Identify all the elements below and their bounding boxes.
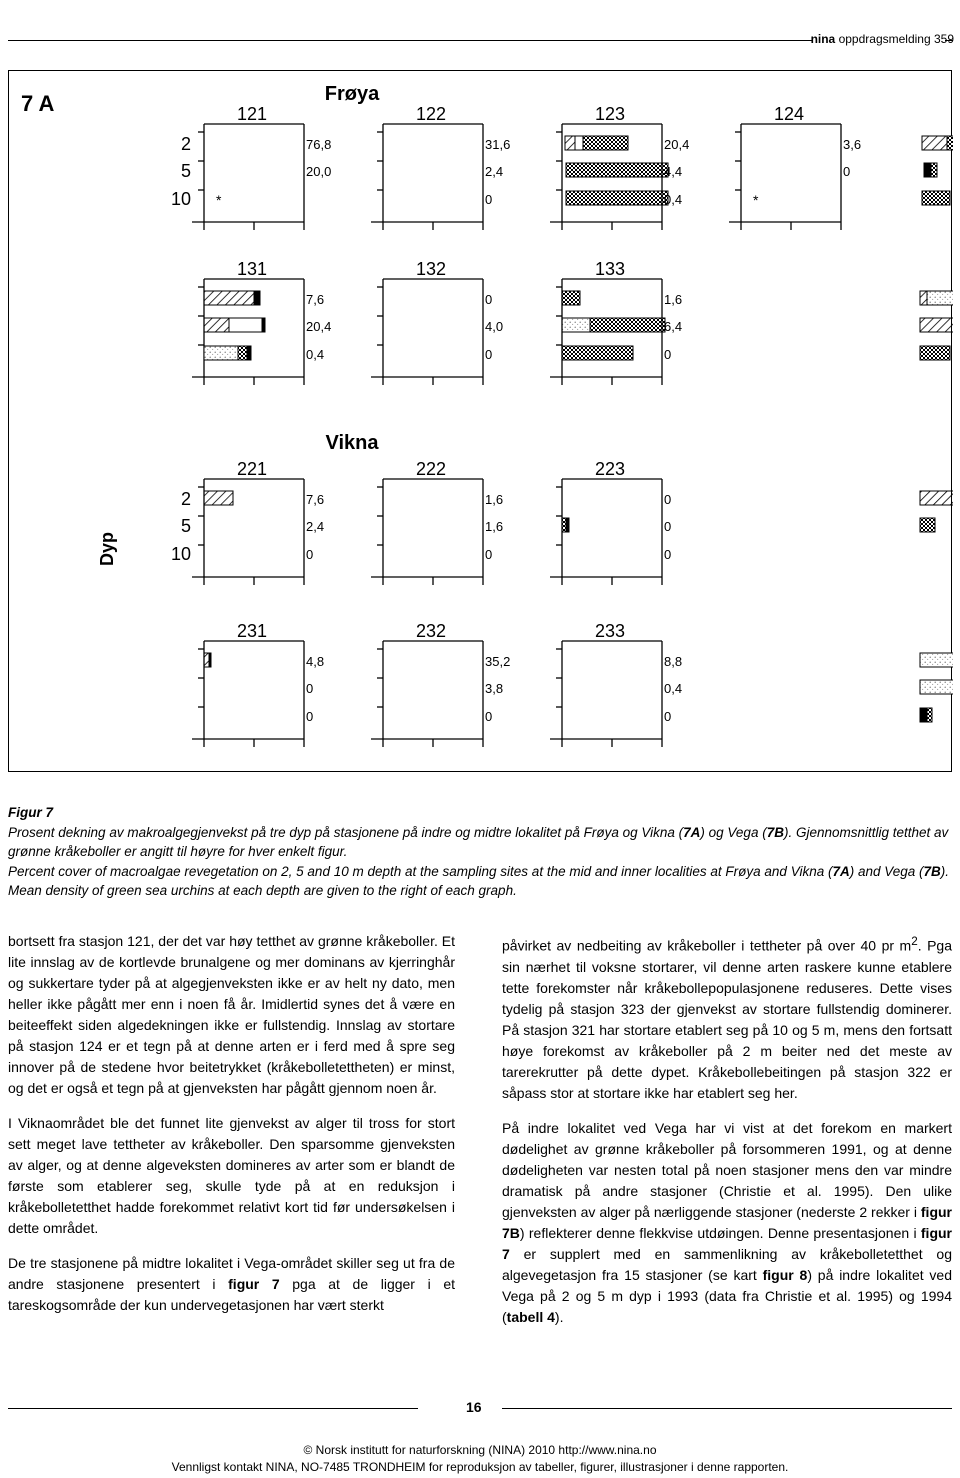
cover-bar bbox=[583, 136, 628, 150]
paragraph: bortsett fra stasjon 121, der det var høy tetthet av grønne kråkeboller. Et lite innslag av de kortlevde brunalgene og mer dominans av kjerringhår og sukkertare tyder på at algegjenveksten ikke er av helt ny dato, men heller ikke pågått mer enn i noen få år. Imidlertid synes det å være en beiteeffekt siden algedekningen ikke er fullstendig. Innslag av stortare på stasjon 124 er et tegn på at denne arten er i ferd med å spre seg innover på de stedene hvor beitetrykket (kråkebolletettheten) er minst, og det er også et tegn på at gjenveksten har pågått gjennom noen år. bbox=[8, 933, 455, 1096]
figure-caption bbox=[8, 803, 952, 901]
cover-bar bbox=[920, 318, 953, 332]
body-column-left bbox=[8, 931, 455, 1330]
no-data-asterisk: * bbox=[216, 192, 222, 208]
station-label: 133 bbox=[594, 259, 626, 279]
depth-label: 2 bbox=[180, 489, 191, 509]
cover-bar bbox=[920, 346, 950, 360]
figure-reference: figur 7B bbox=[502, 1203, 952, 1241]
station-label: 223 bbox=[594, 459, 626, 479]
urchin-density: 0 bbox=[843, 164, 851, 179]
station-label: 123 bbox=[594, 104, 626, 124]
urchin-density: 0,4 bbox=[306, 347, 325, 362]
cover-bar bbox=[920, 708, 927, 722]
urchin-density: 0 bbox=[306, 547, 314, 562]
cover-bar bbox=[922, 136, 947, 150]
cover-bar bbox=[590, 318, 665, 332]
no-data-asterisk: * bbox=[753, 192, 759, 208]
cover-bar bbox=[204, 491, 233, 505]
station-panel-221 bbox=[192, 459, 324, 585]
cover-bar bbox=[238, 346, 247, 360]
station-label: 231 bbox=[236, 621, 268, 641]
urchin-density: 6,4 bbox=[664, 319, 683, 334]
cover-bar bbox=[575, 136, 583, 150]
cover-bar bbox=[562, 346, 633, 360]
station-panel-233 bbox=[550, 621, 953, 747]
urchin-density: 0 bbox=[485, 192, 493, 207]
urchin-density: 0 bbox=[306, 681, 314, 696]
urchin-density: 0 bbox=[485, 547, 493, 562]
cover-bar bbox=[204, 291, 254, 305]
cover-bar bbox=[204, 346, 238, 360]
cover-bar bbox=[262, 318, 265, 332]
station-label: 124 bbox=[773, 104, 805, 124]
station-panels bbox=[21, 83, 953, 747]
urchin-density: 3,8 bbox=[485, 681, 504, 696]
cover-bar bbox=[920, 491, 953, 505]
caption-norwegian: Prosent dekning av makroalgegjenvekst på tre dyp på stasjonene på indre og midtre lokalitet på Frøya og Vikna (7A) og Vega (7B). Gjennomsnittlig tetthet av grønne kråkeboller er angitt til høyre for hver enkelt figur. bbox=[8, 824, 949, 859]
urchin-density: 76,8 bbox=[306, 137, 332, 152]
urchin-density: 20,0 bbox=[306, 164, 332, 179]
cover-bar bbox=[204, 318, 229, 332]
figure-reference: figur 8 bbox=[762, 1266, 808, 1283]
urchin-density: 2,4 bbox=[306, 519, 325, 534]
paragraph: På indre lokalitet ved Vega har vi vist at det forekom en markert dødelighet av grønne kråkeboller på forsommeren 1991, og at denne dødeligheten var nesten total på noen stasjoner mens den var mindre dramatisk på andre stasjoner (Christie et al. 1995). Den ulike gjenveksten av alger på nærliggende stasjoner (nederste 2 rekker i figur 7B) reflekterer denne flekkvise utdøingen. Denne presentasjonen i figur 7 er supplert med en sammenlikning av kråkebolletetthet og algevegetasjon fra 15 stasjoner (se kart figur 8) på indre lokalitet ved Vega på 2 og 5 m dyp i 1993 (data fra Christie et al. 1995) og 1994 (tabell 4). bbox=[502, 1119, 953, 1325]
station-panel-124 bbox=[729, 104, 953, 230]
urchin-density: 3,6 bbox=[843, 137, 862, 152]
cover-bar bbox=[562, 291, 580, 305]
y-axis-title: Dyp bbox=[97, 531, 117, 567]
figure-reference: figur 7 bbox=[228, 1276, 280, 1292]
paragraph: I Viknaområdet ble det funnet lite gjenvekst av alger til tross for stort sett meget lave tettheter av kråkeboller. Den sparsomme gjenveksten av alger, og at denne algeveksten domineres av arter som er blandt de første som etablerer seg, skulle tyde på at en reduksjon i kråkebolletetthet hadde forekommet relativt kort tid før undersøkelsen i dette området. bbox=[8, 1115, 455, 1236]
station-label: 221 bbox=[236, 459, 268, 479]
footer-rule-left bbox=[8, 1408, 418, 1409]
cover-bar bbox=[562, 318, 590, 332]
urchin-density: 7,6 bbox=[306, 492, 325, 507]
urchin-density: 0 bbox=[485, 347, 493, 362]
cover-bar bbox=[209, 653, 211, 667]
urchin-density: 0 bbox=[664, 547, 672, 562]
urchin-density: 0 bbox=[664, 492, 672, 507]
cover-bar bbox=[229, 318, 262, 332]
station-panel-232 bbox=[371, 621, 510, 747]
urchin-density: 4,8 bbox=[306, 654, 325, 669]
cover-bar bbox=[947, 136, 953, 150]
panel-id: 7 A bbox=[21, 91, 55, 116]
cover-bar bbox=[924, 163, 931, 177]
cover-bar bbox=[566, 191, 668, 205]
cover-bar bbox=[204, 653, 209, 667]
station-label: 132 bbox=[415, 259, 447, 279]
contact-notice: Vennligst kontakt NINA, NO-7485 TRONDHEIM for reproduksjon av tabeller, figurer, illustrasjoner i denne rapporten. bbox=[171, 1460, 789, 1474]
cover-bar bbox=[922, 191, 950, 205]
urchin-density: 0 bbox=[485, 292, 493, 307]
depth-label: 10 bbox=[170, 544, 191, 564]
urchin-density: 2,4 bbox=[485, 164, 504, 179]
cover-bar bbox=[247, 346, 251, 360]
cover-bar bbox=[920, 680, 953, 694]
depth-label: 5 bbox=[180, 161, 191, 181]
urchin-density: 20,4 bbox=[664, 137, 690, 152]
table-reference: tabell 4 bbox=[506, 1308, 555, 1325]
depth-label: 10 bbox=[170, 189, 191, 209]
cover-bar bbox=[254, 291, 260, 305]
urchin-density: 0 bbox=[664, 709, 672, 724]
caption-title: Figur 7 bbox=[8, 805, 54, 820]
cover-bar bbox=[920, 291, 927, 305]
urchin-density: 0 bbox=[664, 347, 672, 362]
urchin-density: 0 bbox=[306, 709, 314, 724]
urchin-density: 8,8 bbox=[664, 654, 683, 669]
urchin-density: 1,6 bbox=[664, 292, 683, 307]
cover-bar bbox=[920, 518, 935, 532]
station-label: 232 bbox=[415, 621, 447, 641]
urchin-density: 0 bbox=[485, 709, 493, 724]
figure-7a bbox=[8, 70, 952, 772]
cover-bar bbox=[566, 163, 668, 177]
publisher-name: nina bbox=[810, 32, 836, 46]
station-panel-223 bbox=[550, 459, 953, 585]
station-label: 121 bbox=[236, 104, 268, 124]
cover-bar bbox=[920, 653, 953, 667]
station-label: 122 bbox=[415, 104, 447, 124]
urchin-density: 0 bbox=[664, 519, 672, 534]
paragraph: De tre stasjonene på midtre lokalitet i Vega-området skiller seg ut fra de andre stasjonene presentert i figur 7 pga at de ligger i et tareskogsområde der kun undervegetasjonen har vært sterkt bbox=[8, 1255, 455, 1313]
figure-reference: figur 7 bbox=[502, 1224, 952, 1262]
urchin-density: 1,6 bbox=[485, 492, 504, 507]
station-panel-121 bbox=[192, 104, 331, 230]
cover-bar bbox=[566, 518, 569, 532]
station-label: 131 bbox=[236, 259, 268, 279]
footer-rule-right bbox=[502, 1408, 952, 1409]
region-title: Vikna bbox=[325, 432, 379, 454]
urchin-density: 4,0 bbox=[485, 319, 504, 334]
figure-7a-graphic bbox=[9, 71, 953, 773]
page-number: 16 bbox=[466, 1399, 482, 1415]
urchin-density: 7,6 bbox=[306, 292, 325, 307]
urchin-density: 0,4 bbox=[664, 192, 683, 207]
header-rule bbox=[8, 40, 813, 41]
cover-bar bbox=[927, 291, 953, 305]
copyright-notice: © Norsk institutt for naturforskning (NINA) 2010 http://www.nina.no bbox=[303, 1443, 657, 1457]
urchin-density: 1,6 bbox=[485, 519, 504, 534]
station-panel-231 bbox=[192, 621, 324, 747]
urchin-density: 4,4 bbox=[664, 164, 683, 179]
running-header bbox=[811, 32, 954, 46]
station-panel-222 bbox=[371, 459, 569, 585]
urchin-density: 31,6 bbox=[485, 137, 511, 152]
station-label: 222 bbox=[415, 459, 447, 479]
depth-label: 2 bbox=[180, 134, 191, 154]
depth-label: 5 bbox=[180, 516, 191, 536]
paragraph: påvirket av nedbeiting av kråkeboller i tettheter på over 40 pr $m^2$. Pga sin nærhet til voksne stortarer, vil denne arten raskere kunne etablere tette forekomster når kråkebollepopulasjonene reduseres. Dette vises tydelig på stasjon 323 der gjenvekst av stortare fullstendig dominerer. På stasjon 321 har stortare etablert seg på 10 og 5 m, mens den fortsatt høye forekomst av kråkeboller på 2 m beiter ned det meste av tarerekrutter på dette dypet. Kråkebollebeitingen på stasjon 322 er såpass stor at stortare ikke har etablert seg her. bbox=[502, 935, 952, 1101]
cover-bar bbox=[565, 136, 575, 150]
urchin-density: 20,4 bbox=[306, 319, 332, 334]
station-label: 233 bbox=[594, 621, 626, 641]
report-series: oppdragsmelding 359 bbox=[838, 32, 954, 46]
caption-english: Percent cover of macroalgae revegetation on 2, 5 and 10 m depth at the sampling sites at the mid and inner localities at Frøya and Vikna (7A) and Vega (7B). Mean density of green sea urchins at each depth are given to the right of each graph. bbox=[8, 863, 950, 898]
cover-bar bbox=[931, 163, 937, 177]
urchin-density: 35,2 bbox=[485, 654, 511, 669]
region-title: Frøya bbox=[324, 83, 380, 105]
urchin-density: 0,4 bbox=[664, 681, 683, 696]
body-column-right bbox=[502, 931, 952, 1342]
station-panel-131 bbox=[192, 259, 331, 385]
cover-bar bbox=[927, 708, 932, 722]
